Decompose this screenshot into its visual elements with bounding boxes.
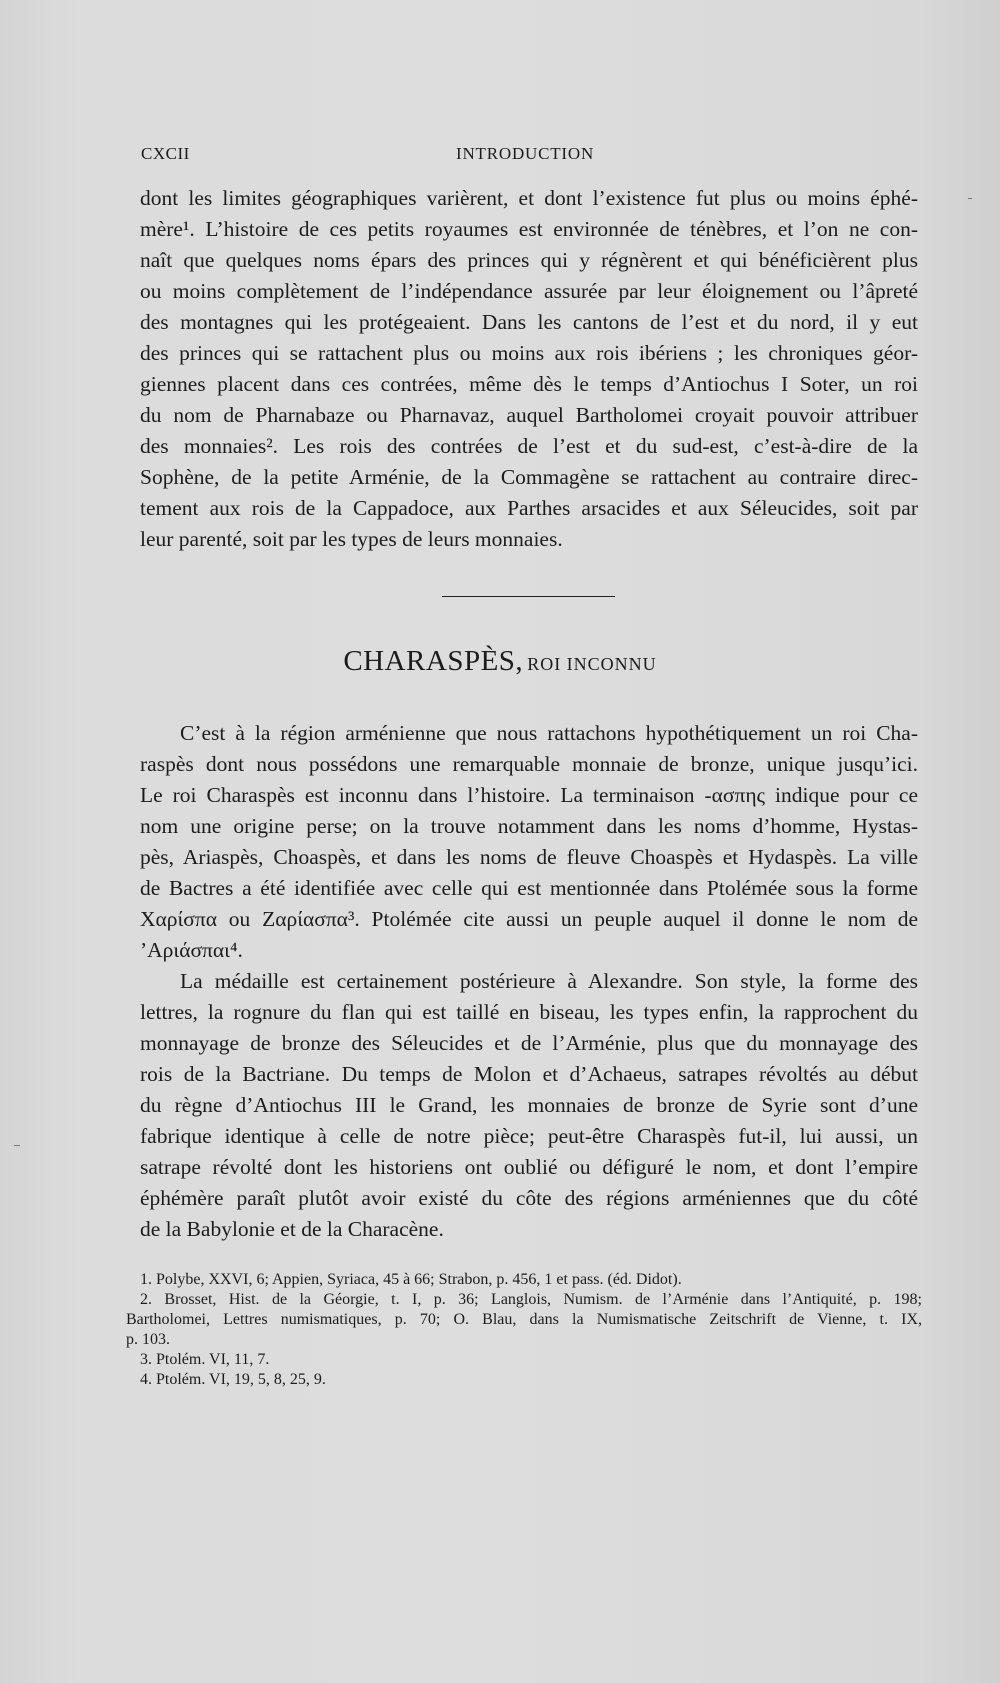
text-line: nom une origine perse; on la trouve notamment dans les noms d’homme, Hystas- bbox=[140, 814, 918, 838]
text-line: de Bactres a été identifiée avec celle qui est mentionnée dans Ptolémée sous la forme bbox=[140, 876, 918, 900]
text-line: mère¹. L’histoire de ces petits royaumes est environnée de ténèbres, et l’on ne con- bbox=[140, 217, 918, 241]
text-line: du nom de Pharnabaze ou Pharnavaz, auquel Bartholomei croyait pouvoir attribuer bbox=[140, 403, 918, 427]
text-line: raspès dont nous possédons une remarquable monnaie de bronze, unique jusqu’ici. bbox=[140, 752, 918, 776]
footnote-4: 4. Ptolém. VI, 19, 5, 8, 25, 9. bbox=[140, 1371, 326, 1388]
footnotes bbox=[126, 1270, 922, 1390]
text-line: des montagnes qui les protégeaient. Dans les cantons de l’est et du nord, il y eut bbox=[140, 310, 918, 334]
page-number: CXCII bbox=[141, 144, 190, 163]
text-line: fabrique identique à celle de notre pièce; peut-être Charaspès fut-il, lui aussi, un bbox=[140, 1124, 918, 1148]
section-title-main: CHARASPÈS, bbox=[343, 645, 524, 677]
text-line: satrape révolté dont les historiens ont oublié ou défiguré le nom, et dont l’empire bbox=[140, 1155, 918, 1179]
footnote-2-end: p. 103. bbox=[126, 1331, 170, 1348]
section-divider bbox=[442, 596, 615, 597]
text-line: éphémère paraît plutôt avoir existé du côte des régions arméniennes que du côté bbox=[140, 1186, 918, 1210]
text-line: des monnaies². Les rois des contrées de l’est et du sud-est, c’est-à-dire de la bbox=[140, 434, 918, 458]
section-heading bbox=[0, 645, 1000, 678]
page-header bbox=[141, 144, 919, 168]
text-line: monnayage de bronze des Séleucides et de l’Arménie, plus que du monnayage des bbox=[140, 1031, 918, 1055]
text-line: de la Babylonie et de la Characène. bbox=[140, 1217, 444, 1241]
scan-speck bbox=[968, 198, 972, 199]
footnote-2: 2. Brosset, Hist. de la Géorgie, t. I, p. 36; Langlois, Numism. de l’Arménie dans l’Antiquité, p. 198; bbox=[140, 1291, 922, 1308]
text-line: La médaille est certainement postérieure à Alexandre. Son style, la forme des bbox=[180, 969, 918, 993]
text-line: ’Αριάσπαι⁴. bbox=[140, 938, 243, 962]
footnote-1: 1. Polybe, XXVI, 6; Appien, Syriaca, 45 à 66; Strabon, p. 456, 1 et pass. (éd. Didot). bbox=[140, 1271, 682, 1288]
text-line: Le roi Charaspès est inconnu dans l’histoire. La terminaison -ασπης indique pour ce bbox=[140, 783, 918, 807]
text-line: Χαρίσπα ou Ζαρίασπα³. Ptolémée cite aussi un peuple auquel il donne le nom de bbox=[140, 907, 918, 931]
text-line: giennes placent dans ces contrées, même dès le temps d’Antiochus I Soter, un roi bbox=[140, 372, 918, 396]
section-title-sub: ROI INCONNU bbox=[527, 654, 657, 674]
footnote-3: 3. Ptolém. VI, 11, 7. bbox=[140, 1351, 270, 1368]
text-line: rois de la Bactriane. Du temps de Molon et d’Achaeus, satrapes révoltés au début bbox=[140, 1062, 918, 1086]
footnote-2-continued: Bartholomei, Lettres numismatiques, p. 70; O. Blau, dans la Numismatische Zeitschrift de Vienne, t. IX, bbox=[126, 1311, 922, 1328]
text-line: tement aux rois de la Cappadoce, aux Parthes arsacides et aux Séleucides, soit par bbox=[140, 496, 918, 520]
text-line: du règne d’Antiochus III le Grand, les monnaies de bronze de Syrie sont d’une bbox=[140, 1093, 918, 1117]
running-title: INTRODUCTION bbox=[456, 144, 595, 163]
text-line: Sophène, de la petite Arménie, de la Commagène se rattachent au contraire direc- bbox=[140, 465, 918, 489]
text-line: dont les limites géographiques varièrent, et dont l’existence fut plus ou moins éphé- bbox=[140, 186, 918, 210]
main-paragraphs bbox=[140, 718, 918, 1245]
text-line: C’est à la région arménienne que nous rattachons hypothétiquement un roi Cha- bbox=[180, 721, 918, 745]
scan-speck bbox=[14, 1145, 20, 1146]
text-line: leur parenté, soit par les types de leurs monnaies. bbox=[140, 527, 563, 551]
intro-paragraph bbox=[140, 183, 918, 555]
text-line: pès, Ariaspès, Choaspès, et dans les noms de fleuve Choaspès et Hydaspès. La ville bbox=[140, 845, 918, 869]
text-line: lettres, la rognure du flan qui est taillé en biseau, les types enfin, la rapprochent du bbox=[140, 1000, 918, 1024]
text-line: ou moins complètement de l’indépendance assurée par leur éloignement ou l’âpreté bbox=[140, 279, 918, 303]
text-line: des princes qui se rattachent plus ou moins aux rois ibériens ; les chroniques géor- bbox=[140, 341, 918, 365]
text-line: naît que quelques noms épars des princes qui y régnèrent et qui bénéficièrent plus bbox=[140, 248, 918, 272]
